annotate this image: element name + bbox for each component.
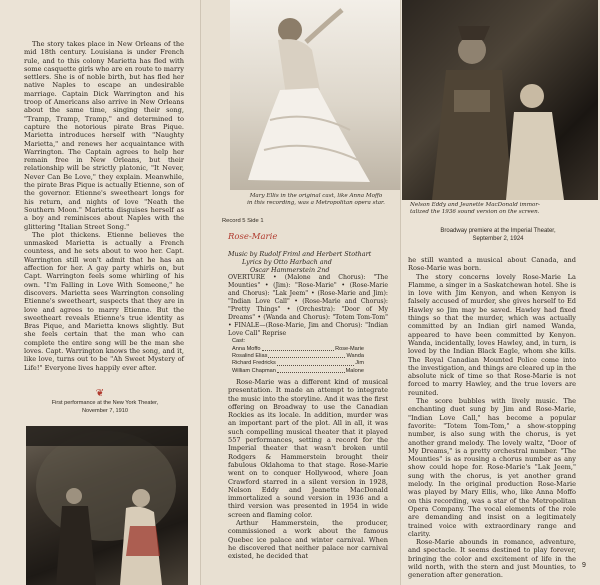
cast-list bbox=[232, 346, 364, 375]
cast-row: Richard Fredricks Jim bbox=[232, 360, 364, 367]
paragraph: The score bubbles with lively music. The enchanting duet sung by Jim and Rose-Marie, "Indian Love Call," has become a popular favorite: "Totem Tom-Tom," a show-stopping number, is also sung with the chorus, is yet another grand melody. The lovely waltz, "Door of My Dreams," is a pretty orchestral number. "The Mounties" is as rousing a chorus number as any show could hope for. Rose-Marie's "Lak Jeem," sung with the chorus, is yet another grand melody. In the original production Rose-Marie was played by Mary Ellis, who, like Anna Moffo on this recording, was a star of the Metropolitan Opera Company. The vocal elements of the role are demanding and insist on a legitimately trained voice with extraordinary range and clarity. bbox=[408, 397, 576, 538]
paragraph: The plot thickens. Etienne believes the unmasked Marietta is actually a French countess, and he sets about to woo her. Capt. Warrington still won't admit that he has an affection for her. A gay party whirls on, but Capt. Warrington feels some whirling of his own. "I'm Falling in Love With Someone," he discovers. Marietta sees Warrington consoling Etienne's sweetheart, suspects that they are in love and agrees to marry Etienne. But the sweetheart reveals Etienne's true identity as Bras Pique, and Marietta knows slightly. But she feels certain that the man who can complete the entire song will be the man she loves. Capt. Warrington knows the song, and it, like love, turns out to be "Ah Sweet Mystery of Life!" Everyone lives happily ever after. bbox=[24, 230, 184, 372]
eddy-macdonald-photo bbox=[402, 0, 598, 200]
paragraph: Rose-Marie abounds in romance, adventure, and spectacle. It seems destined to play forever, bringing the color and excitement of life in the wild north, with the stern and just Mounties, to generation after generation. bbox=[408, 538, 576, 580]
cast-row: Rosalind Elias Wanda bbox=[232, 353, 364, 360]
eddy-macdonald-caption: Nelson Eddy and Jeanette MacDonald immor- talized the 1936 sound version on the screen. bbox=[410, 202, 540, 215]
stage-performance-photo bbox=[26, 426, 188, 585]
cast-row: Anna Moffo Rose-Marie bbox=[232, 346, 364, 352]
page-number: 9 bbox=[582, 562, 586, 569]
cast-row: William Chapman Malone bbox=[232, 367, 364, 374]
credits: Music by Rudolf Friml and Herbert Stothart Lyrics by Otto Harbach and Oscar Hammerstein 2nd bbox=[228, 250, 372, 275]
overture-track-list: OVERTURE • (Malone and Chorus): "The Mounties" • (Jim): "Rose-Marie" • (Rose-Marie and Chorus): "Lak Jeem" • (Rose-Marie and Jim): "Indian Love Call" • (Rose-Marie and Chorus): "Pretty Things" • (Orchestra): "Door of My Dreams" • (Wanda and Chorus): "Totem Tom-Tom" • FINALE—(Rose-Marie, Jim and Chorus): "Indian Love Call" Reprise bbox=[228, 274, 388, 337]
paragraph: The story takes place in New Orleans of the mid 18th century. Louisiana is under French rule, and to this colony Marietta has fled with some casquette girls who are en route to marry settlers. She is of noble birth, but has fled her native Naples to escape an undesirable marriage. Captain Dick Warrington and his troop of Americans also arrive in New Orleans about the same time, singing their song, "Tramp, Tramp, Tramp," and determined to capture the notorious pirate Bras Pique. Marietta introduces herself with "Naughty Marietta," and renews her acquaintance with Warrington. The Captain agrees to help her remain free in New Orleans, but their relationship will be strictly platonic, "It Never, Never Can Be Love," they explain. Meanwhile, the pirate Bras Pique is actually Etienne, son of the governor. Etienne's sweetheart longs for his return, and nights of love "Neath the Southern Moon." Marietta disguises herself as a boy and reminisces about Naples with the glittering "Italian Street Song." bbox=[24, 40, 184, 231]
mary-ellis-photo bbox=[230, 0, 400, 190]
record-heading: Record 5 Side 1 bbox=[222, 218, 264, 224]
mary-ellis-caption: Mary Ellis in the original cast, like Anna Moffo in this recording, was a Metropolitan opera star. bbox=[247, 193, 385, 206]
rose-marie-story bbox=[408, 256, 576, 580]
cast-label: Cast: bbox=[232, 338, 246, 344]
paragraph: Rose-Marie was a different kind of musical presentation. It made an attempt to integrate the music into the storyline. And it was the first offering on Broadway to use the Canadian Rockies as its locale. In addition, murder was an important part of the plot. All in all, it was such compelling musical theater that it played 557 performances, setting a record for the Imperial theater that wasn't broken until Rodgers & Hammerstein brought their fabulous Oklahoma to that stage. Rose-Marie went on to conquer Hollywood, where Joan Crawford starred in a silent version in 1928, Nelson Eddy and Jeanette MacDonald immortalized a sound version in 1936 and a third version was presented in 1954 in wide screen and flaming color. bbox=[228, 378, 388, 519]
flourish-ornament: ❦ bbox=[95, 388, 105, 399]
first-performance-caption: First performance at the New York Theater, November 7, 1910 bbox=[51, 400, 159, 414]
naughty-marietta-synopsis bbox=[24, 40, 184, 372]
premiere-caption: Broadway premiere at the Imperial Theater, September 2, 1924 bbox=[440, 228, 556, 242]
rose-marie-history bbox=[228, 378, 388, 561]
show-title: Rose-Marie bbox=[228, 232, 278, 242]
paragraph: The story concerns lovely Rose-Marie La Flamme, a singer in a Saskatchewan hotel. She is in love with Jim Kenyon, and when Kenyon is falsely accused of murder, she gives herself to Ed Hawley so Jim may be saved. Hawley had fixed things so that the murder, which was actually committed by an Indian girl named Wanda, appeared to have been committed by Kenyon. Wanda, incidentally, loves Hawley, and, in turn, is loved by the Indian Black Eagle, whom she kills. The Royal Canadian Mounted Police come into the investigation, and things are cleared up in the absolute nick of time so that Rose-Marie is not forced to marry Hawley, and the true lovers are reunited. bbox=[408, 272, 576, 397]
paragraph: he still wanted a musical about Canada, and Rose-Marie was born. bbox=[408, 256, 576, 273]
paragraph: Arthur Hammerstein, the producer, commissioned a work about the famous Quebec ice palace and winter carnival. When he discovered that neither palace nor carnival existed, he decided that bbox=[228, 519, 388, 561]
